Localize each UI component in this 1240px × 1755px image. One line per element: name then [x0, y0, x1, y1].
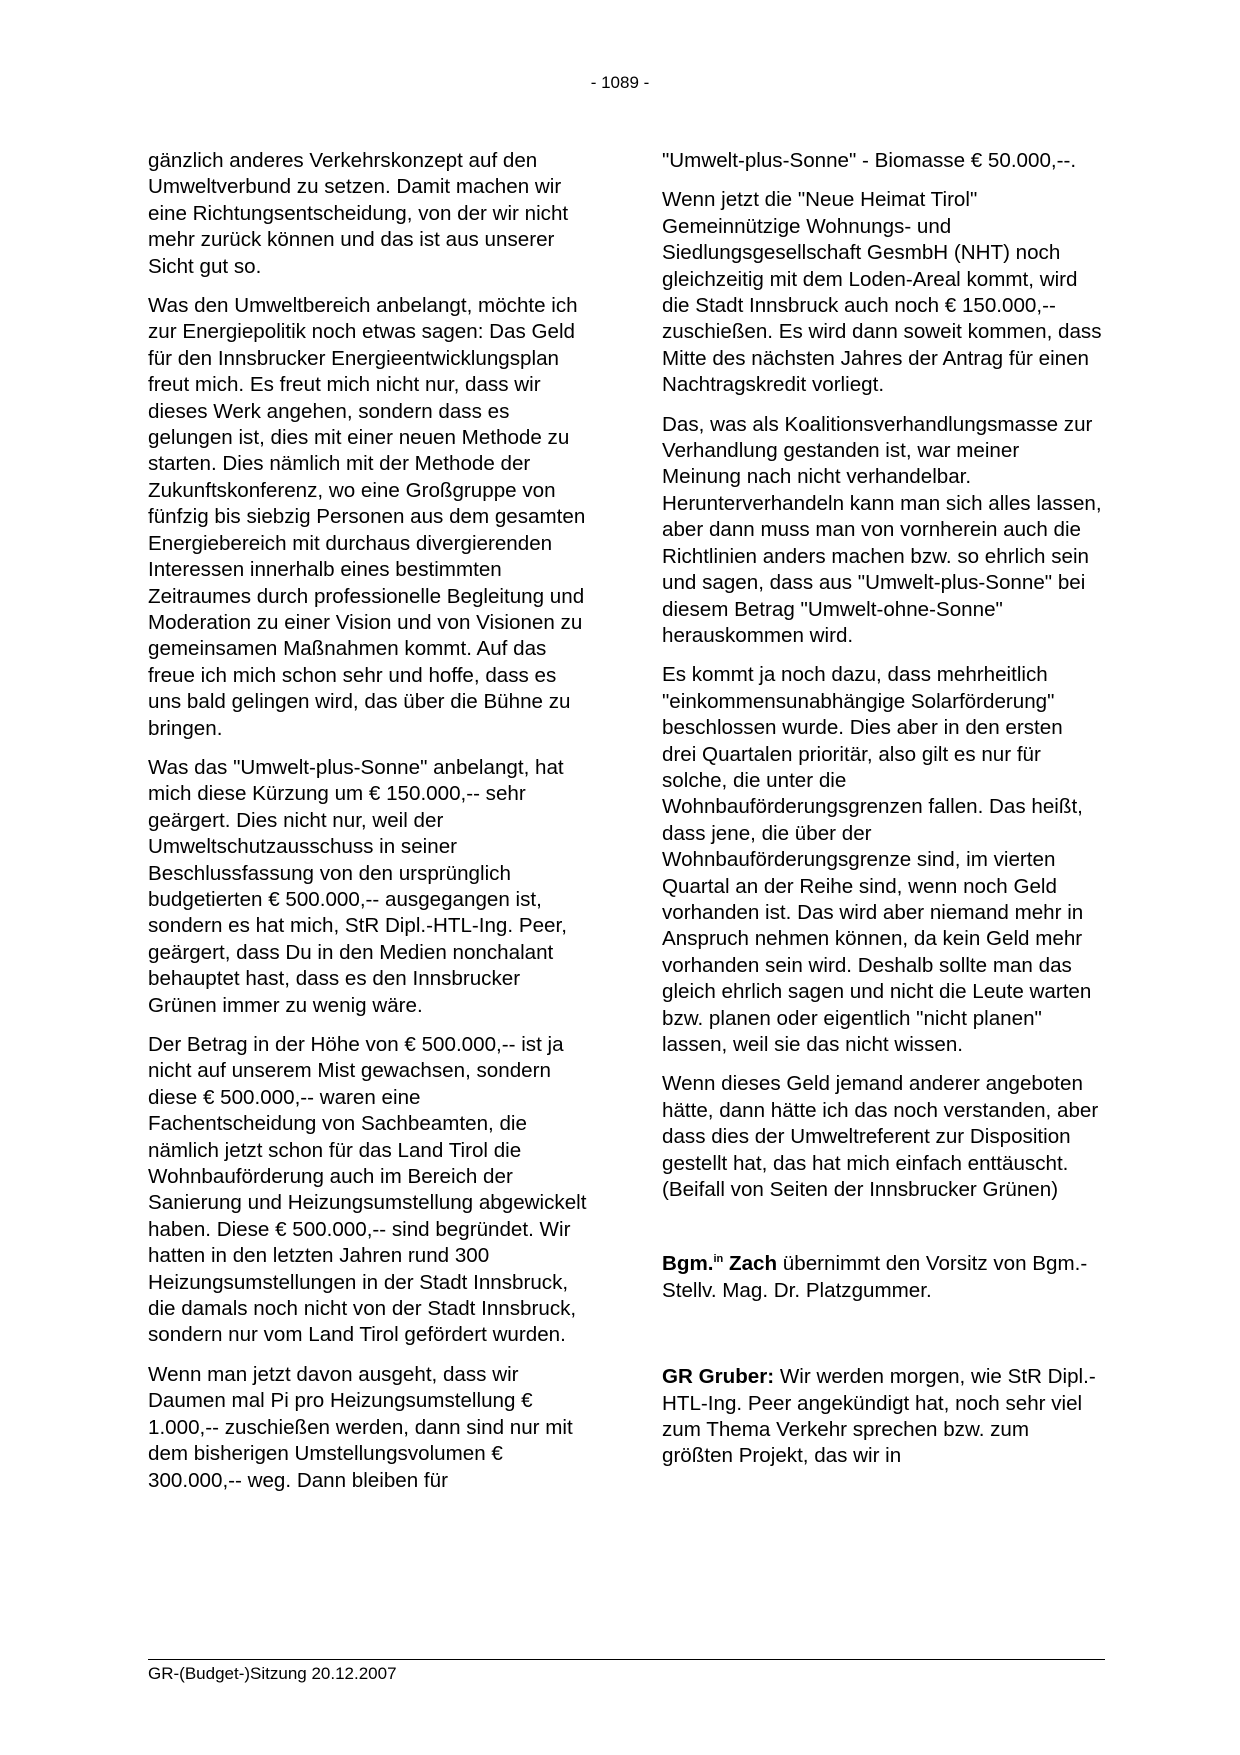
paragraph: gänzlich anderes Verkehrskonzept auf den Umweltverbund zu setzen. Damit machen wir eine Richtungsentscheidung, von der wir nicht mehr zurück können und das ist aus unserer Sicht gut so. — [148, 149, 569, 278]
footer-divider — [148, 1659, 1105, 1660]
paragraph: Wenn man jetzt davon ausgeht, dass wir Daumen mal Pi pro Heizungsumstellung € 1.000,-- zuschießen werden, dann sind nur mit dem bisherigen Umstellungsvolumen € 300.000,-- weg. Dann bleiben für — [148, 1362, 573, 1492]
left-column — [148, 148, 588, 1507]
paragraph: "Umwelt-plus-Sonne" - Biomasse € 50.000,--. — [662, 149, 1077, 172]
paragraph: Wenn dieses Geld jemand anderer angeboten hätte, dann hätte ich das noch verstanden, aber dass dies der Umweltreferent zur Disposition gestellt hat, das hat mich einfach enttäuscht. (Beifall von Seiten der Innsbrucker Grünen) — [662, 1072, 1099, 1202]
speaker-name — [662, 1252, 777, 1275]
right-column — [662, 148, 1102, 1483]
paragraph: Wenn jetzt die "Neue Heimat Tirol" Gemeinnützige Wohnungs- und Siedlungsgesellschaft GesmbH (NHT) noch gleichzeitig mit dem Loden-Areal kommt, wird die Stadt Innsbruck auch noch € 150.000,-- zuschießen. Es wird dann soweit kommen, dass Mitte des nächsten Jahres der Antrag für einen Nachtragskredit vorliegt. — [662, 188, 1102, 397]
footer-session-label: GR-(Budget-)Sitzung 20.12.2007 — [148, 1664, 397, 1683]
speaker-name: GR Gruber: — [662, 1365, 775, 1389]
paragraph: Das, was als Koalitionsverhandlungsmasse zur Verhandlung gestanden ist, war meiner Meinung nach nicht verhandelbar. Herunterverhandeln kann man sich alles lassen, aber dann muss man von vornherein auch die Richtlinien anders machen bzw. so ehrlich sein und sagen, dass aus "Umwelt-plus-Sonne" bei diesem Betrag "Umwelt-ohne-Sonne" herauskommen wird. — [662, 412, 1102, 647]
paragraph: Es kommt ja noch dazu, dass mehrheitlich "einkommensunabhängige Solarförderung" beschlossen wurde. Dies aber in den ersten drei Quartalen prioritär, also gilt es nur für solche, die unter die Wohnbauförderungsgrenzen fallen. Das heißt, dass jene, die über der Wohnbauförderungsgrenze sind, im vierten Quartal an der Reihe sind, wenn noch Geld vorhanden ist. Das wird aber niemand mehr in Anspruch nehmen können, da kein Geld mehr vorhanden sein wird. Deshalb sollte man das gleich ehrlich sagen und nicht die Leute warten bzw. planen oder eigentlich "nicht planen" lassen, weil sie das nicht wissen. — [662, 663, 1092, 1056]
speaker-surname: Zach — [723, 1252, 778, 1276]
paragraph: Der Betrag in der Höhe von € 500.000,-- ist ja nicht auf unserem Mist gewachsen, sondern diese € 500.000,-- waren eine Fachentscheidung von Sachbeamten, die nämlich jetzt schon für das Land Tirol die Wohnbauförderung auch im Bereich der Sanierung und Heizungsumstellung abgewickelt haben. Diese € 500.000,-- sind begründet. Wir hatten in den letzten Jahren rund 300 Heizungsumstellungen in der Stadt Innsbruck, die damals noch nicht von der Stadt Innsbruck, sondern nur vom Land Tirol gefördert wurden. — [148, 1033, 587, 1347]
paragraph: Was den Umweltbereich anbelangt, möchte ich zur Energiepolitik noch etwas sagen: Das Geld für den Innsbrucker Energieentwicklungsplan freut mich. Es freut mich nicht nur, dass wir dieses Werk angehen, sondern dass es gelungen ist, dies mit einer neuen Methode zu starten. Dies nämlich mit der Methode der Zukunftskonferenz, wo eine Großgruppe von fünfzig bis siebzig Personen aus dem gesamten Energiebereich mit durchaus divergierenden Interessen innerhalb eines bestimmten Zeitraumes durch professionelle Begleitung und Moderation zu einer Vision und von Visionen zu gemeinsamen Maßnahmen kommt. Auf das freue ich mich schon sehr und hoffe, dass es uns bald gelingen wird, das über die Bühne zu bringen. — [148, 294, 586, 740]
chair-change-text: übernimmt den Vorsitz von Bgm.-Stellv. Mag. Dr. Platzgummer. — [662, 1252, 1088, 1302]
chair-change-note — [662, 1251, 1102, 1304]
speaker-title: Bgm. — [662, 1252, 714, 1276]
paragraph: Was das "Umwelt-plus-Sonne" anbelangt, hat mich diese Kürzung um € 150.000,-- sehr geärgert. Dies nicht nur, weil der Umweltschutzausschuss in seiner Beschlussfassung von den ursprünglich budgetierten € 500.000,-- ausgegangen ist, sondern es hat mich, StR Dipl.-HTL-Ing. Peer, geärgert, dass Du in den Medien nonchalant behauptet hast, dass es den Innsbrucker Grünen immer zu wenig wäre. — [148, 755, 567, 1017]
speaker-title-suffix: in — [713, 1253, 724, 1266]
speech-paragraph — [662, 1364, 1102, 1470]
page-number: - 1089 - — [590, 73, 650, 92]
speech-text: Wir werden morgen, wie StR Dipl.-HTL-Ing. Peer angekündigt hat, noch sehr viel zum Thema Verkehr sprechen bzw. zum größten Projekt, das wir in — [662, 1365, 1096, 1468]
